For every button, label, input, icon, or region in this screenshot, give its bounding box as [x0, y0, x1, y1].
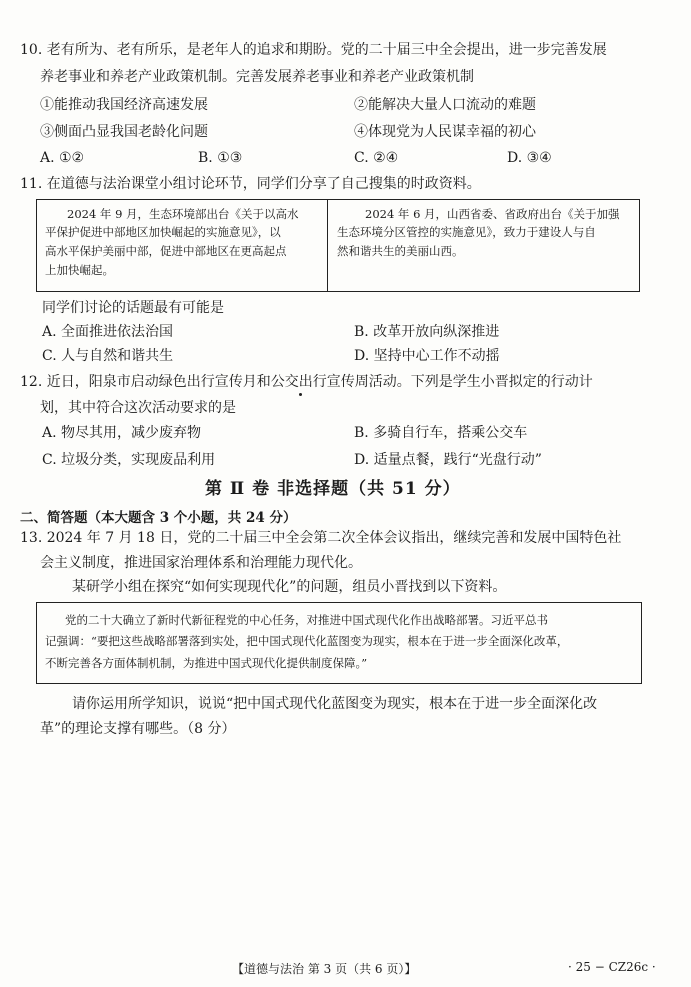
q10-item-3: ③侧面凸显我国老龄化问题 — [40, 124, 208, 140]
page-code: · 25 − CZ26c · — [568, 960, 656, 974]
q11-left-line4: 上加快崛起。 — [45, 263, 114, 277]
q11-stem: 11. 在道德与法治课堂小组讨论环节，同学们分享了自己搜集的时政资料。 — [20, 176, 481, 192]
q10-choice-a: A. ①② — [40, 150, 85, 166]
q13-stem-line2: 会主义制度，推进国家治理体系和治理能力现代化。 — [40, 555, 362, 571]
q10-stem-line1: 10. 老有所为、老有所乐，是老年人的追求和期盼。党的二十届三中全会提出，进一步完善发展 — [20, 42, 607, 58]
q13-task-line1: 请你运用所学知识，说说“把中国式现代化蓝图变为现实，根本在于进一步全面深化改 — [72, 696, 598, 712]
q10-choice-b: B. ①③ — [198, 150, 243, 166]
q13-task-line2: 革”的理论支撑有哪些。（8 分） — [40, 721, 236, 737]
q10-item-1: ①能推动我国经济高速发展 — [40, 97, 208, 113]
q11-right-line1: 2024 年 6 月，山西省委、省政府出台《关于加强 — [365, 207, 620, 221]
q10-item-2: ②能解决大量人口流动的难题 — [354, 97, 536, 113]
q10-choice-c: C. ②④ — [354, 150, 399, 166]
q13-box-line1: 党的二十大确立了新时代新征程党的中心任务，对推进中国式现代化作出战略部署。习近平总书 — [65, 613, 548, 627]
q11-choice-b: B. 改革开放向纵深推进 — [354, 324, 500, 340]
q11-material-box — [36, 199, 640, 292]
q13-box-line3: 不断完善各方面体制机制，为推进中国式现代化提供制度保障。” — [45, 656, 368, 670]
q12-choice-a: A. 物尽其用，减少废弃物 — [42, 425, 202, 441]
q10-stem-line2: 养老事业和养老产业政策机制。完善发展养老事业和养老产业政策机制 — [40, 69, 474, 85]
q13-stem-line1: 13. 2024 年 7 月 18 日，党的二十届三中全会第二次全体会议指出，继续完善和发展中国特色社 — [20, 530, 622, 546]
q11-choice-d: D. 坚持中心工作不动摇 — [354, 348, 500, 364]
q12-stem-line2: 划，其中符合这次活动要求的是 — [40, 400, 236, 416]
section2-heading: 二、简答题（本大题含 3 个小题，共 24 分） — [20, 510, 297, 526]
ink-dot — [299, 393, 302, 396]
page-footer: 【道德与法治 第 3 页（共 6 页）】 — [232, 962, 417, 976]
q12-choice-c: C. 垃圾分类，实现废品利用 — [42, 452, 216, 468]
q11-right-line3: 然和谐共生的美丽山西。 — [337, 244, 464, 258]
q11-choice-a: A. 全面推进依法治国 — [42, 324, 174, 340]
q12-stem-line1: 12. 近日，阳泉市启动绿色出行宣传月和公交出行宣传周活动。下列是学生小晋拟定的行动计 — [20, 374, 593, 390]
q10-choice-d: D. ③④ — [507, 150, 552, 166]
q11-choice-c: C. 人与自然和谐共生 — [42, 348, 174, 364]
q10-item-4: ④体现党为人民谋幸福的初心 — [354, 124, 536, 140]
q12-choice-b: B. 多骑自行车，搭乘公交车 — [354, 425, 528, 441]
q13-stem-line3: 某研学小组在探究“如何实现现代化”的问题，组员小晋找到以下资料。 — [72, 579, 507, 595]
part2-title: 第 Ⅱ 卷 非选择题（共 51 分） — [205, 479, 461, 499]
q12-choice-d: D. 适量点餐，践行“光盘行动” — [354, 452, 542, 468]
q11-right-line2: 生态环境分区管控的实施意见》，致力于建设人与自 — [337, 225, 596, 239]
q11-box-divider — [327, 200, 328, 291]
q11-left-line1: 2024 年 9 月，生态环境部出台《关于以高水 — [67, 207, 299, 221]
q11-question: 同学们讨论的话题最有可能是 — [42, 300, 224, 316]
q11-left-line3: 高水平保护美丽中部，促进中部地区在更高起点 — [45, 244, 287, 258]
q11-left-line2: 平保护促进中部地区加快崛起的实施意见》，以 — [45, 225, 281, 239]
q13-box-line2: 记强调：“要把这些战略部署落到实处，把中国式现代化蓝图变为现实，根本在于进一步全面深化改革， — [45, 634, 569, 648]
q13-material-box — [36, 602, 642, 684]
